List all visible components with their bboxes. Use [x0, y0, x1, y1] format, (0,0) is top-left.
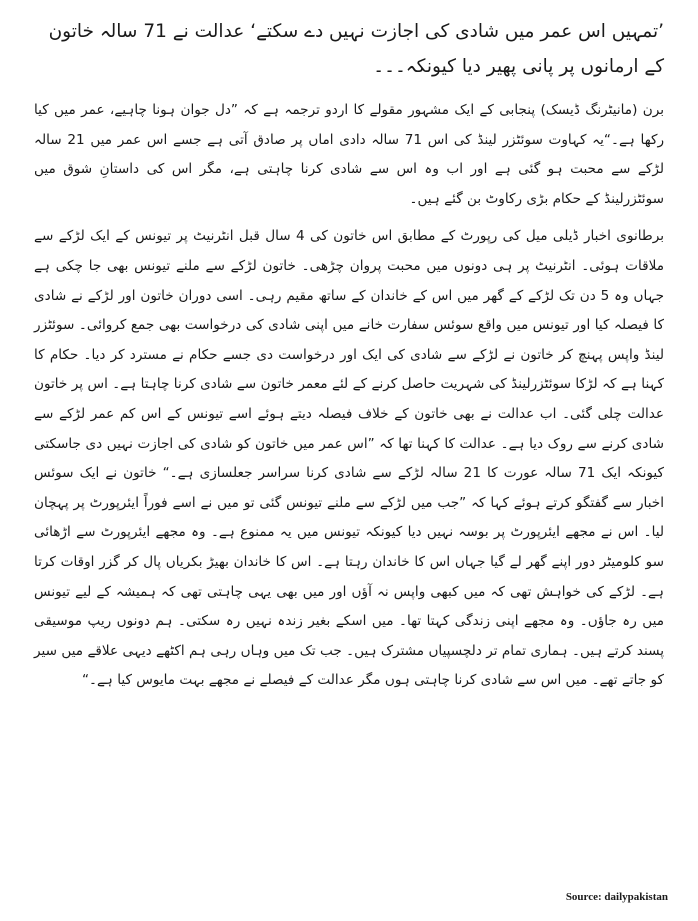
- article-paragraph: برطانوی اخبار ڈیلی میل کی رپورٹ کے مطابق اس خاتون کی 4 سال قبل انٹرنیٹ پر تیونس کے ایک لڑکے سے ملاقات ہوئی۔ انٹرنیٹ پر ہی دونوں میں محبت پروان چڑھی۔ خاتون لڑکے سے ملنے تیونس بھی جا چکی ہے جہاں وہ 5 دن تک لڑکے کے گھر میں اس کے خاندان کے ساتھ مقیم رہی۔ اسی دوران خاتون اور لڑکے نے شادی کا فیصلہ کیا اور تیونس میں واقع سوئس سفارت خانے میں اپنی شادی کی درخواست بھی جمع کروائی۔ سوئٹزر لینڈ واپس پہنچ کر خاتون نے لڑکے سے شادی کی ایک اور درخواست دی جسے حکام نے مسترد کر دیا۔ حکام کا کہنا ہے کہ لڑکا سوئٹزرلینڈ کی شہریت حاصل کرنے کے لئے معمر خاتون سے شادی کرنا چاہتا ہے۔ اس پر خاتون عدالت چلی گئی۔ اب عدالت نے بھی خاتون کے خلاف فیصلہ دیتے ہوئے اسے تیونس کے اس کم عمر لڑکے سے شادی کرنے سے روک دیا ہے۔ عدالت کا کہنا تھا کہ ”اس عمر میں خاتون کو شادی کی اجازت نہیں دی جاسکتی کیونکہ ایک 71 سالہ عورت کا 21 سالہ لڑکے سے شادی کرنا سراسر جعلسازی ہے۔“ خاتون نے ایک سوئس اخبار سے گفتگو کرتے ہوئے کہا کہ ”جب میں لڑکے سے ملنے تیونس گئی تو میں نے اسے فوراً ایئرپورٹ پر پہچان لیا۔ اس نے مجھے ایئرپورٹ پر بوسہ نہیں دیا کیونکہ تیونس میں یہ ممنوع ہے۔ وہ مجھے ایئرپورٹ سے اڑھائی سو کلومیٹر دور اپنے گھر لے گیا جہاں اس کا خاندان رہتا ہے۔ اس کا خاندان بھیڑ بکریاں پال کر گزر اوقات کرتا ہے۔ لڑکے کی خواہش تھی کہ میں کبھی واپس نہ آؤں اور میں بھی یہی چاہتی تھی کہ ہمیشہ کے لیے تیونس میں رہ جاؤں۔ وہ مجھے اپنی زندگی کہتا تھا۔ میں اسکے بغیر زندہ نہیں رہ سکتی۔ ہم دونوں ریپ موسیقی پسند کرتے ہیں۔ ہماری تمام تر دلچسپیاں مشترک ہیں۔ جب تک میں وہاں رہی ہم اکٹھے دیہی علاقے میں سیر کو جاتے تھے۔ میں اس سے شادی کرنا چاہتی ہوں مگر عدالت کے فیصلے نے مجھے بہت مایوس کیا ہے۔“: [34, 228, 664, 689]
- source-credit: Source: dailypakistan: [565, 891, 668, 903]
- article-paragraph: برن (مانیٹرنگ ڈیسک) پنجابی کے ایک مشہور مقولے کا اردو ترجمہ ہے کہ ”دل جوان ہونا چاہیے، عمر میں کیا رکھا ہے۔“یہ کہاوت سوئٹزر لینڈ کی اس 71 سالہ دادی اماں پر صادق آتی ہے جسے اس عمر میں 21 سالہ لڑکے سے محبت ہو گئی ہے اور اب وہ اس سے شادی کرنا چاہتی ہے، مگر اس کی داستانِ شوق میں سوئٹزرلینڈ کے حکام بڑی رکاوٹ بن گئے ہیں۔: [34, 102, 665, 207]
- article-headline: ’تمہیں اس عمر میں شادی کی اجازت نہیں دے سکتے‘ عدالت نے 71 سالہ خاتون کے ارمانوں پر پانی پھیر دیا کیونکہ۔۔۔: [48, 21, 664, 77]
